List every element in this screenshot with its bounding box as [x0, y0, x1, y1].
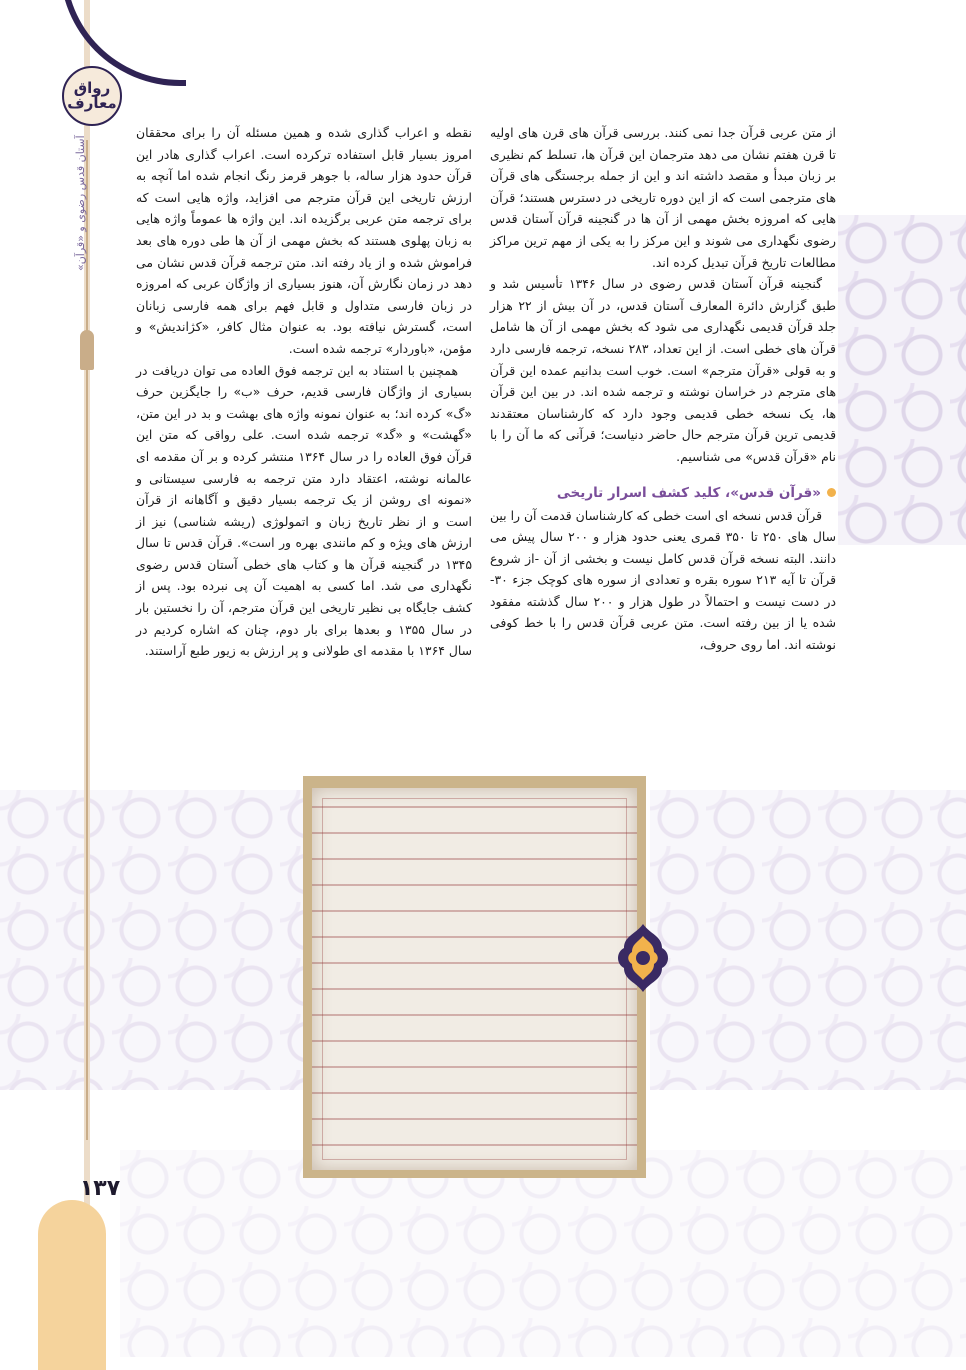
page-number-tab [38, 1200, 106, 1370]
right-paragraph-2: گنجینه قرآن آستان قدس رضوی در سال ۱۳۴۶ تأسیس شد و طبق گزارش دائرة المعارف آستان قدس، در آن بیش از ۲۲ هزار جلد قرآن قدیمی نگهداری می شود که بخش مهمی از آن ها شامل قرآن های خطی است. از این تعداد، ۲۸۳ نسخه، ترجمه فارسی دارد و به قولی «قرآن مترجم» است. خوب است بدانیم عمده این قرآن های مترجم در خراسان نوشته و ترجمه شده اند. در بین این قرآن ها، یک نسخه خطی قدیمی وجود دارد که کارشناسان معتقدند قدیمی ترین قرآن مترجم حال حاضر دنیاست؛ قرآنی که ما آن را با نام «قرآن قدس» می شناسیم. [490, 276, 836, 464]
page-number: ۱۳۷ [79, 1176, 121, 1201]
decorative-lattice-mid-left [0, 790, 305, 1090]
magazine-logo [62, 66, 122, 126]
left-text-column [136, 122, 472, 662]
decorative-lattice-mid-right [650, 790, 966, 1090]
decorative-lattice-right [838, 215, 966, 545]
right-paragraph-3: قرآن قدس نسخه ای است خطی که کارشناسان قدمت آن را بین سال های ۲۵۰ تا ۳۵۰ قمری یعنی حدود هزار و ۲۰۰ سال پیش می دانند. البته نسخه قرآن قدس کامل نیست و بخشی از آن -از شروع قرآن تا آیه ۲۱۳ سوره بقره و تعدادی از سوره های کوچک جزء ۳۰- در دست نیست و احتمالاً در طول هزار و ۲۰۰ سال گذشته مفقود شده یا از بین رفته است. متن عربی قرآن قدس را با خط کوفی نوشته اند. اما روی حروف، [490, 507, 836, 653]
section-heading-text: «قرآن قدس»، کلید کشف اسرار تاریخی [556, 484, 821, 501]
side-ribbon-line [86, 140, 88, 1140]
manuscript-image [312, 788, 637, 1170]
decorative-lattice-bottom [120, 1150, 966, 1357]
left-paragraph-1: نقطه و اعراب گذاری شده و همین مسئله آن را برای محققان امروز بسیار قابل استفاده ترکرده است. اعراب گذاری هادر این قرآن حدود هزار ساله، با جوهر قرمز رنگ انجام شده اما آنچه به ارزش تاریخی این قرآن مترجم می افزاید، واژه هایی است که برای ترجمه متن عربی برگزیده اند. این واژه ها عموماً واژه هایی به زبان پهلوی هستند که بخش مهمی از آن ها طی دوره های بعد فراموش شده و از یاد رفته اند. متن ترجمه قرآن قدس نشان می دهد در زمان نگارش آن، هنوز بسیاری از واژگان عربی که امروزه در زبان فارسی متداول و قابل فهم برای همه فارسی زبانان است، گسترش نیافته بود. به عنوان مثال کافر، «کژاندیش» و مؤمن، «باوردار» ترجمه شده است. [136, 125, 472, 356]
ribbon-finial-ornament [80, 330, 94, 370]
medallion-ornament [614, 922, 672, 994]
section-heading [490, 481, 836, 505]
section-side-label: آستان قدس رضوی و «قرآن» [74, 135, 87, 271]
manuscript-inner-border [322, 798, 627, 1160]
logo-text: رواق معارف [67, 79, 117, 112]
right-text-column [490, 122, 836, 656]
right-paragraph-1: از متن عربی قرآن جدا نمی کنند. بررسی قرآن های قرن های اولیه تا قرن هفتم نشان می دهد مترجمان این قرآن ها، تسلط کم نظیری بر زبان مبدأ و مقصد داشته اند و این از جمله برجستگی های قرآن های مترجمی است که از این دوره تاریخی در دسترس هستند؛ قرآن هایی که امروزه بخش مهمی از آن ها در گنجینه قرآن آستان قدس رضوی نگهداری می شوند و این مرکز را به یکی از مهم ترین مراکز مطالعات تاریخ قرآن تبدیل کرده اند. [490, 125, 836, 270]
left-paragraph-2: همچنین با استناد به این ترجمه فوق العاده می توان دریافت در بسیاری از واژگان فارسی قدیم، حرف «ب» را جایگزین حرف «گ» کرده اند؛ به عنوان نمونه واژه های بهشت و بد در این متن، «گهشت» و «گد» ترجمه شده است. علی رواقی که متن این قرآن فوق العاده را در سال ۱۳۶۴ منتشر کرده و بر آن مقدمه ای عالمانه نوشته، اعتقاد دارد متن ترجمه به فارسی سیستانی و «نمونه ای روشن از یک ترجمه بسیار دقیق و آگاهانه از قرآن است و از نظر تاریخ زبان و اتمولوژی (ریشه شناسی) نیز از ارزش های ویژه و کم مانندی بهره ور است». قرآن قدس تا سال ۱۳۴۵ در گنجینه قرآن ها و کتاب های خطی آستان قدس رضوی نگهداری می شد. اما کسی به اهمیت آن پی نبرده بود. پس از کشف جایگاه بی نظیر تاریخی این قرآن مترجم، آن را نخستین بار در سال ۱۳۵۵ و بعدها برای بار دوم، چنان که اشاره کردیم در سال ۱۳۶۴ با مقدمه ای طولانی و پر ارزش به زیور طبع آراستند. [136, 362, 472, 659]
heading-bullet-icon [825, 486, 838, 499]
